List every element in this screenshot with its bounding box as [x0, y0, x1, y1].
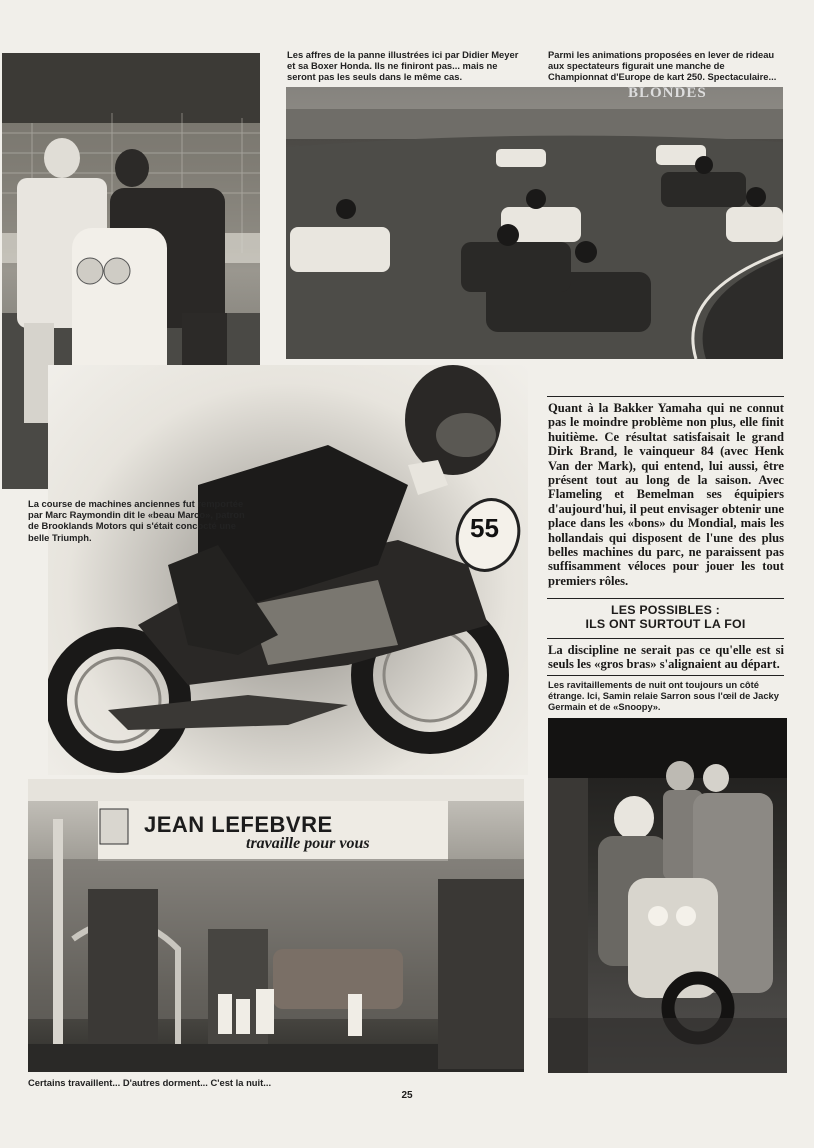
race-number-plate: 55: [470, 513, 499, 543]
article-paragraph-discipline: La discipline ne serait pas ce qu'elle est si seuls les «gros bras» s'alignaient au départ.: [548, 643, 784, 672]
caption-vintage-race: La course de machines anciennes fut remportée par Marc Raymondin dit le «beau Marco», patron de Brooklands Motors qui s'était concocté une belle Triumph.: [28, 498, 245, 543]
caption-refuel-rule: [547, 675, 784, 676]
section-heading-line1: LES POSSIBLES :: [610, 603, 721, 617]
photo-night-refuel-art: [548, 718, 787, 1073]
caption-karting: Parmi les animations proposées en lever de rideau aux spectateurs figurait une manche de Championnat d'Europe de kart 250. Spectaculaire...: [548, 49, 777, 83]
heading-top-rule: [547, 598, 784, 599]
photo-triumph: [48, 365, 528, 775]
section-heading: [547, 603, 784, 631]
article-paragraph-bakker: Quant à la Bakker Yamaha qui ne connut pas le moindre problème non plus, elle finit huitième. Ce résultat satisfaisait le grand Dirk Brand, le vainqueur 84 (avec Henk Van der Mark), qui entend, lui aussi, être présent tout au long de la saison. Avec Flameling et Bemelman ses équipiers d'aujourd'hui, il peut envisager obtenir une place dans les «bons» du Mondial, mais les hollandais qui disposent de l'une des plus belles machines du parc, ne paraissent pas suffisamment véloces pour jouer les tout premiers rôles.: [548, 401, 784, 588]
photo-karting-art: [286, 87, 783, 359]
caption-night: Certains travaillent... D'autres dorment... C'est la nuit...: [28, 1077, 272, 1088]
pit-banner-slogan: travaille pour vous: [246, 835, 370, 852]
photo-night-refuel: [548, 718, 787, 1073]
photo-triumph-art: [48, 365, 528, 775]
article-top-rule: [547, 396, 784, 397]
heading-bottom-rule: [547, 638, 784, 639]
caption-night-refuel: Les ravitaillements de nuit ont toujours un côté étrange. Ici, Samin relaie Sarron sous l'œil de Jacky Germain et de «Snoopy».: [548, 679, 779, 713]
photo-karting: [286, 87, 783, 359]
section-heading-line2: ILS ONT SURTOUT LA FOI: [585, 617, 746, 631]
page-number: 25: [401, 1090, 413, 1101]
photo-pit-stand: [28, 779, 524, 1072]
caption-breakdown: Les affres de la panne illustrées ici par Didier Meyer et sa Boxer Honda. Ils ne finiront pas... mais ne seront pas les seuls dans le même cas.: [287, 49, 519, 83]
pit-banner-brand: JEAN LEFEBVRE: [144, 812, 333, 837]
kart-sign-text: BLONDES: [628, 87, 707, 101]
